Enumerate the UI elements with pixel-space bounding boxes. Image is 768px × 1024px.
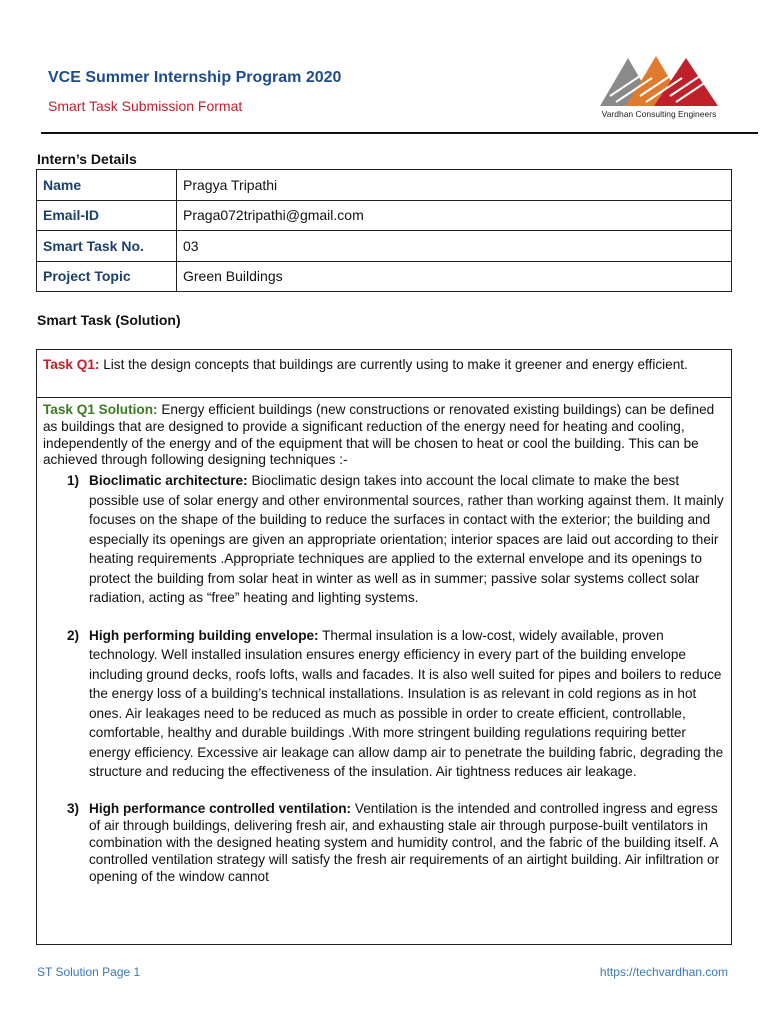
item-text: Ventilation is the intended and controlled ingress and egress of air through buildings, delivering fresh air, and exhausting stale air through purpose-built ventilators in combination with the designed heating system and humidity control, and the fabric of the building itself. A controlled ventilation strategy will satisfy the fresh air requirements of an airtight building. Air infiltration or opening of the window cannot xyxy=(89,800,720,884)
item-title: High performing building envelope: xyxy=(89,627,319,643)
solution-intro: Energy efficient buildings (new constructions or renovated existing buildings) can be defined as buildings that are designed to provide a significant reduction of the energy need for heating and cooling, independently of the energy and of the equipment that will be chosen to heat or cool the building. This can be achieved through following designing techniques :- xyxy=(43,402,715,468)
question-label: Task Q1: xyxy=(43,357,100,372)
detail-value: Praga072tripathi@gmail.com xyxy=(177,200,732,231)
detail-value: Pragya Tripathi xyxy=(177,170,732,201)
list-item xyxy=(43,626,725,782)
detail-value: 03 xyxy=(177,231,732,262)
detail-value: Green Buildings xyxy=(177,261,732,292)
task-solution-box xyxy=(36,349,732,945)
table-row xyxy=(37,261,732,292)
table-row xyxy=(37,231,732,262)
list-item xyxy=(43,471,725,608)
form-subtitle: Smart Task Submission Format xyxy=(48,98,243,114)
footer-page-label: ST Solution Page 1 xyxy=(37,965,141,979)
technique-list xyxy=(43,471,725,885)
detail-key: Name xyxy=(37,170,177,201)
list-item xyxy=(43,800,725,885)
task-solution xyxy=(37,398,731,885)
interns-details-heading: Intern’s Details xyxy=(37,151,137,167)
header-divider xyxy=(41,132,758,134)
logo-text: Vardhan Consulting Engineers xyxy=(601,109,717,119)
item-text: Thermal insulation is a low-cost, widely available, proven technology. Well installed insulation ensures energy efficiency in every part of the building envelope including ground decks, roofs lofts, walls and facades. It is also well suited for pipes and boilers to reduce the energy loss of a building’s technical installations. Insulation is as relevant in cold regions as in hot ones. Air leakages need to be reduced as much as possible in order to create efficient, controllable, comfortable, healthy and durable buildings .With more stringent building regulations requiring better energy efficiency. Excessive air leakage can allow damp air to penetrate the building fabric, degrading the structure and reducing the effectiveness of the insulation. Air tightness reduces air leakage. xyxy=(89,627,724,780)
table-row xyxy=(37,170,732,201)
footer-url-link[interactable]: https://techvardhan.com xyxy=(599,965,728,979)
item-title: High performance controlled ventilation: xyxy=(89,800,352,816)
question-text: List the design concepts that buildings are currently using to make it greener and energy efficient. xyxy=(103,357,688,372)
program-title: VCE Summer Internship Program 2020 xyxy=(48,69,342,86)
detail-key: Smart Task No. xyxy=(37,231,177,262)
item-number: 1) xyxy=(67,473,80,489)
item-number: 2) xyxy=(67,627,80,643)
company-logo xyxy=(596,52,722,124)
detail-key: Project Topic xyxy=(37,261,177,292)
item-text: Bioclimatic design takes into account the local climate to make the best possible use of solar energy and other environmental sources, rather than working against them. It mainly focuses on the shape of the building to reduce the surfaces in contact with the exterior; the building and especially its openings are given an appropriate orientation; interior spaces are laid out according to their heating requirements .Appropriate techniques are applied to the external envelope and its openings to protect the building from solar heat in winter as well as in summer; passive solar systems collect solar radiation, acting as “free” heating and lighting systems. xyxy=(89,473,724,606)
table-row xyxy=(37,200,732,231)
item-title: Bioclimatic architecture: xyxy=(89,473,248,489)
solution-label: Task Q1 Solution: xyxy=(43,402,158,417)
smart-task-heading: Smart Task (Solution) xyxy=(37,312,181,328)
detail-key: Email-ID xyxy=(37,200,177,231)
task-question xyxy=(37,350,731,398)
item-number: 3) xyxy=(67,800,80,816)
interns-details-table xyxy=(36,169,732,292)
logo-mountains-icon xyxy=(596,52,722,108)
